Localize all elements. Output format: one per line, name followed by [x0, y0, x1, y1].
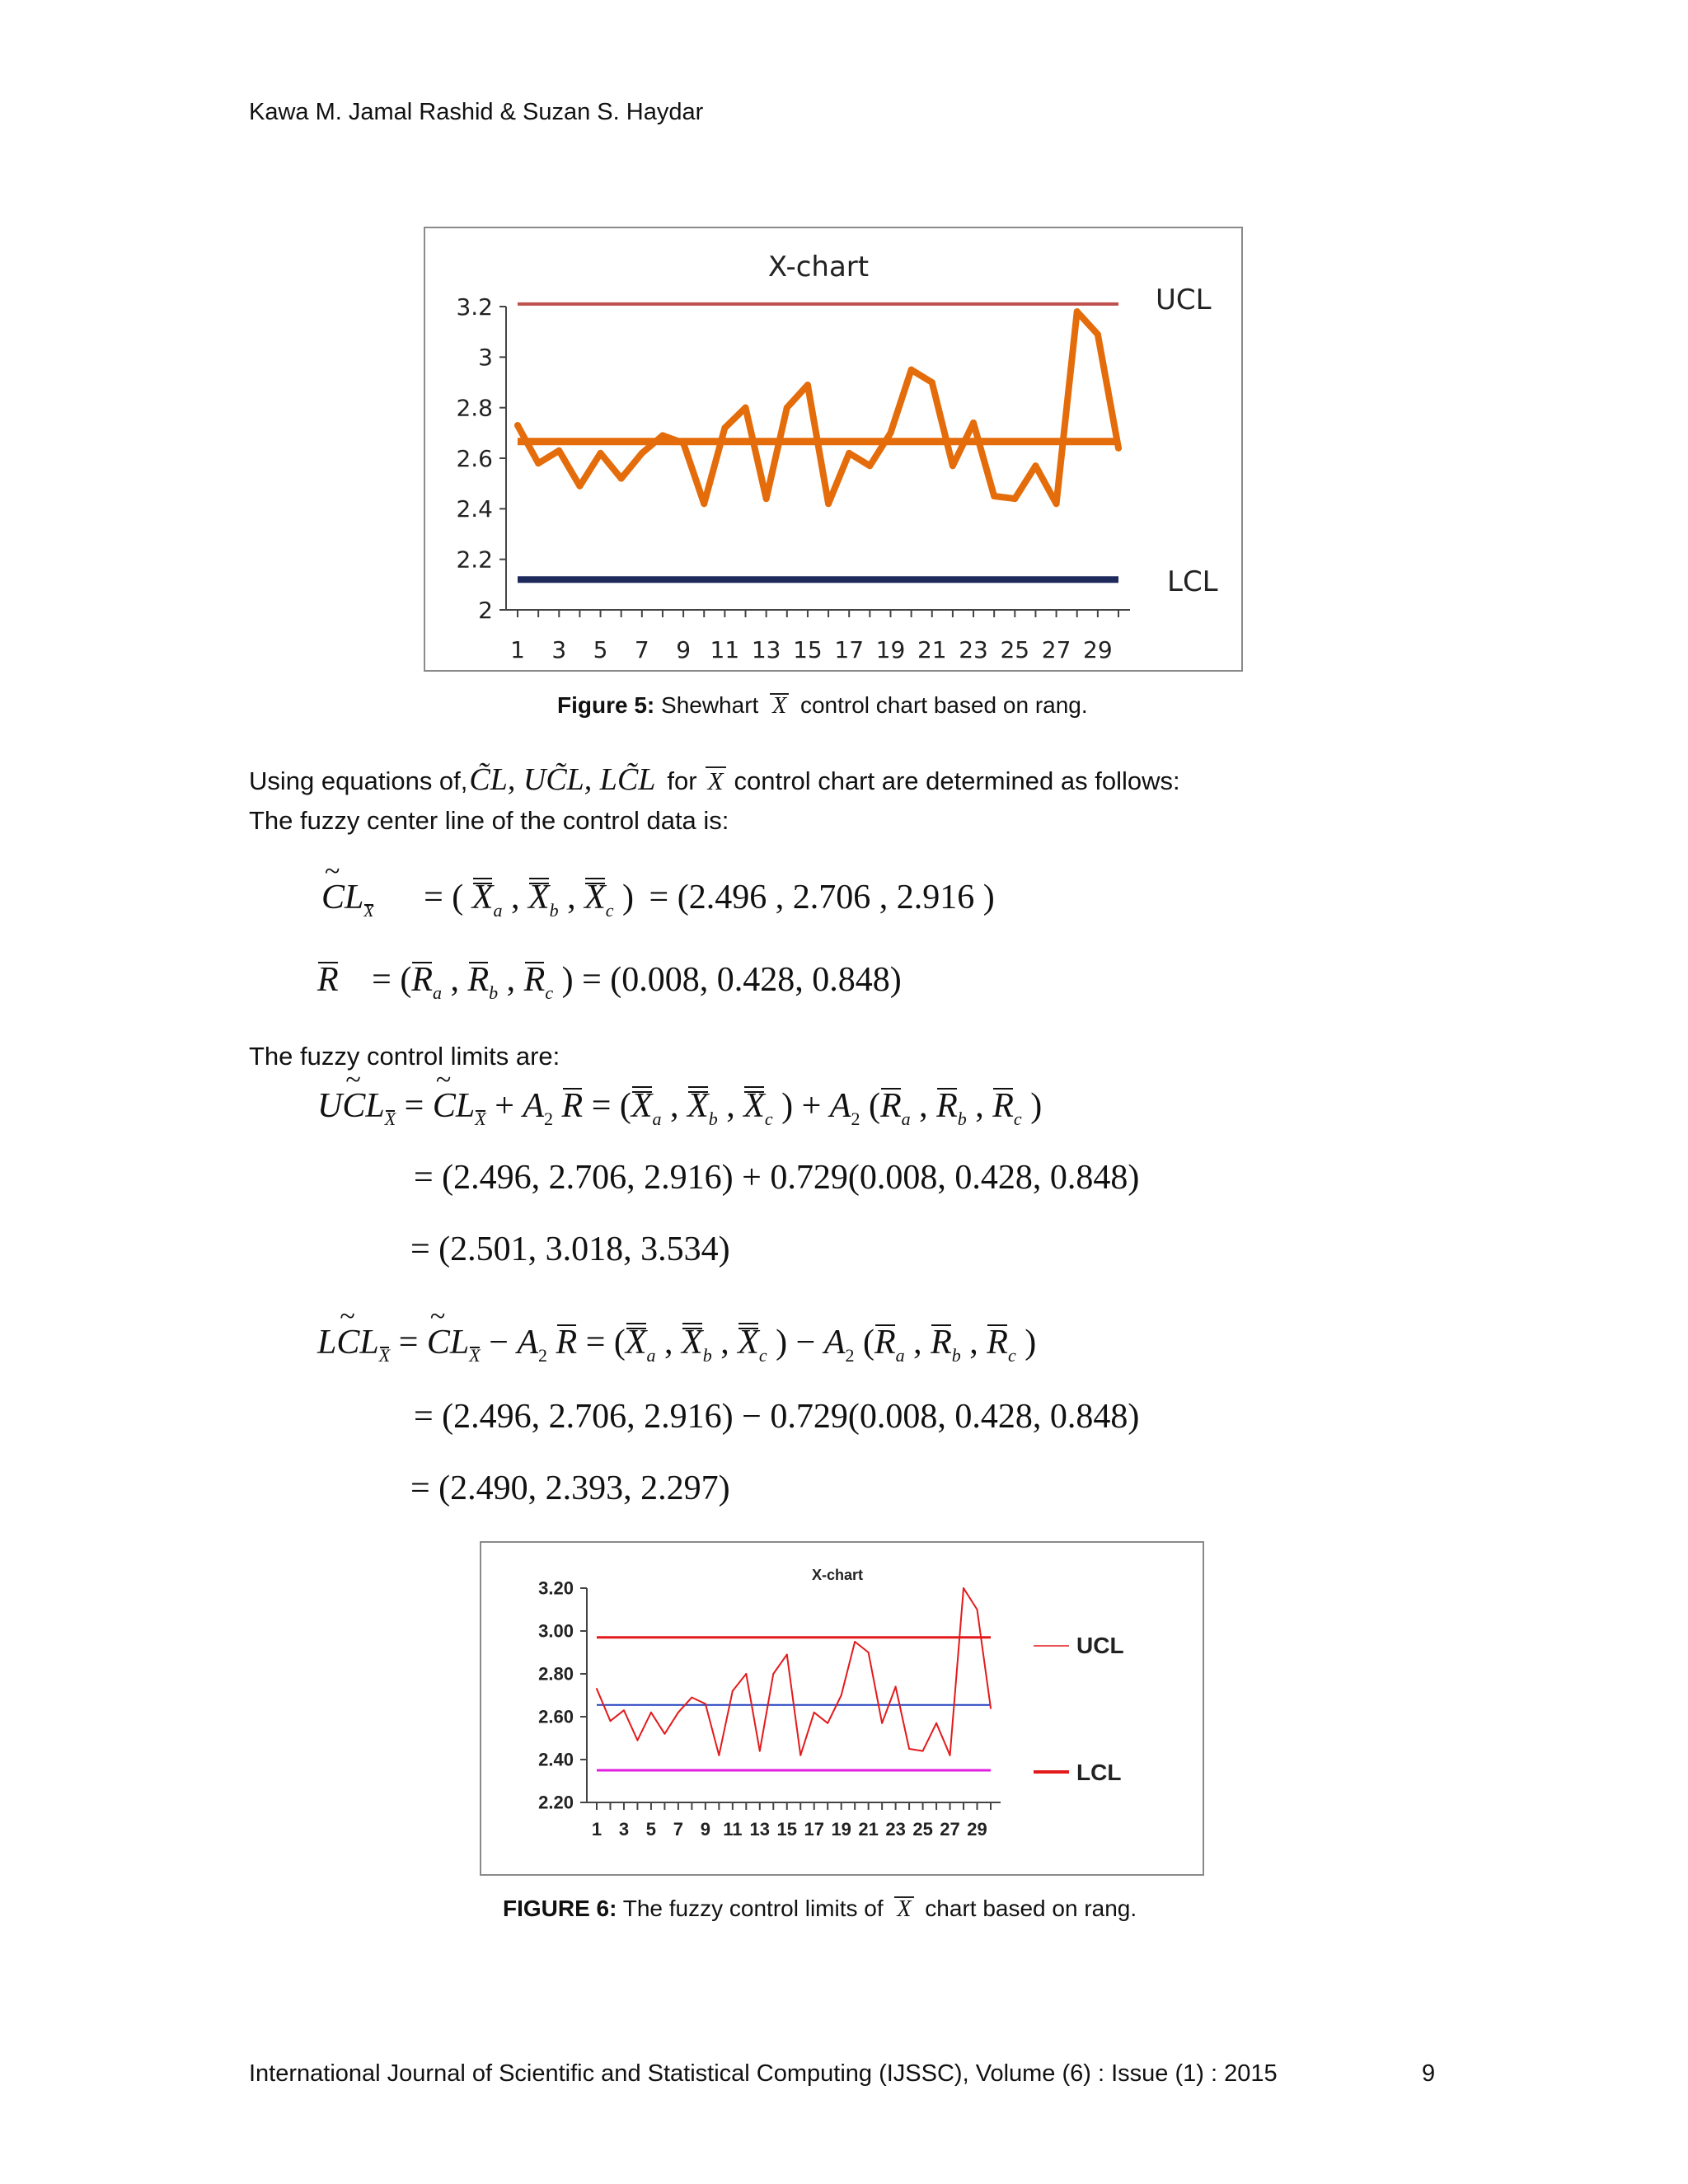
- limits-heading: The fuzzy control limits are:: [249, 1042, 560, 1071]
- data-point: [636, 1740, 638, 1741]
- legend-ucl-label: UCL: [1156, 284, 1212, 316]
- y-tick-label: 3.2: [456, 293, 493, 321]
- figure-5-chart-svg: [425, 228, 1241, 670]
- x-tick-label: 21: [917, 636, 947, 663]
- data-point: [950, 1755, 951, 1756]
- y-tick-label: 3: [478, 344, 493, 372]
- y-tick-label: 2.40: [538, 1749, 574, 1770]
- equation-cl-lhs: ~ $CL_X$: [321, 879, 374, 916]
- data-point: [663, 1733, 665, 1735]
- x-tick-label: 5: [593, 636, 608, 663]
- data-point: [1074, 308, 1081, 315]
- data-point: [990, 1708, 992, 1709]
- data-point: [576, 483, 583, 490]
- x-tick-label: 15: [776, 1819, 798, 1840]
- y-tick-label: 2.20: [538, 1792, 574, 1813]
- data-point: [678, 1712, 679, 1713]
- data-point: [743, 405, 749, 411]
- data-point: [1032, 462, 1039, 469]
- data-point: [535, 460, 542, 466]
- intro-line-1: [249, 760, 1180, 800]
- data-point: [691, 1697, 692, 1699]
- figure-6-chart-svg: [481, 1543, 1203, 1874]
- running-header: Kawa M. Jamal Rashid & Suzan S. Haydar: [249, 99, 704, 125]
- intro-line-1-mid: for: [667, 766, 697, 795]
- figure-6-caption-symbol: X: [894, 1896, 913, 1921]
- y-tick-label: 2.80: [538, 1663, 574, 1685]
- data-point: [786, 1654, 788, 1656]
- x-tick-label: 15: [793, 636, 823, 663]
- chart-title: X-chart: [767, 251, 870, 284]
- x-tick-label: 7: [673, 1819, 684, 1840]
- data-point: [732, 1690, 734, 1692]
- equation-lcl-line-3: = (2.490, 2.393, 2.297): [410, 1469, 730, 1507]
- data-point: [701, 500, 707, 507]
- x-tick-label: 29: [967, 1819, 987, 1840]
- x-tick-label: 27: [1041, 636, 1071, 663]
- data-point: [705, 1703, 706, 1704]
- data-point: [977, 1609, 978, 1610]
- x-tick-label: 9: [676, 636, 692, 663]
- data-point: [763, 495, 770, 502]
- equation-lcl-line-1: L~ $CL_X$ = ~ $CL_X - A_2$ $R = (X_a$ , $X_b$ , $X_c$ ) − $A_2$ ($R_a$ , $R_b$ , $R_c$ ): [317, 1323, 1036, 1366]
- x-tick-label: 5: [645, 1819, 657, 1840]
- x-tick-label: 25: [1000, 636, 1030, 663]
- data-point: [814, 1712, 815, 1713]
- intro-x-symbol: X: [706, 766, 726, 794]
- x-tick-label: 3: [618, 1819, 630, 1840]
- data-point: [598, 450, 604, 457]
- y-tick-label: 2: [478, 596, 493, 624]
- chart-title: X-chart: [811, 1567, 864, 1583]
- data-point: [827, 1722, 828, 1724]
- x-tick-label: 19: [831, 1819, 851, 1840]
- data-point: [991, 493, 997, 499]
- data-point: [680, 440, 687, 447]
- figure-5-chart: [424, 227, 1243, 672]
- x-tick-label: 23: [959, 636, 988, 663]
- equation-ucl-line-2: = (2.496, 2.706, 2.916) + 0.729(0.008, 0.428, 0.848): [414, 1159, 1140, 1197]
- data-point: [841, 1694, 842, 1696]
- footer-journal: International Journal of Scientific and Statistical Computing (IJSSC), Volume (6) : Issue (1) : 2015: [249, 2060, 1278, 2087]
- series-line: [518, 312, 1118, 504]
- x-tick-label: 19: [875, 636, 906, 663]
- legend-lcl-label: LCL: [1167, 565, 1218, 598]
- y-tick-label: 2.2: [456, 546, 493, 574]
- data-point: [721, 424, 728, 431]
- data-point: [895, 1686, 897, 1688]
- x-tick-label: 9: [700, 1819, 710, 1840]
- y-tick-label: 2.60: [538, 1706, 574, 1727]
- y-tick-label: 2.8: [456, 394, 493, 422]
- y-tick-label: 3.20: [538, 1577, 574, 1599]
- x-tick-label: 13: [749, 1819, 771, 1840]
- x-tick-label: 23: [885, 1819, 906, 1840]
- data-point: [1115, 445, 1122, 452]
- y-tick-label: 3.00: [538, 1620, 574, 1642]
- x-tick-label: 27: [940, 1819, 960, 1840]
- data-point: [825, 500, 832, 507]
- data-point: [745, 1673, 747, 1675]
- intro-cl-symbols: C̃L, UC̃L, LC̃L: [469, 762, 656, 797]
- figure-5-caption-symbol: X: [770, 693, 789, 718]
- figure-5-caption-label: Figure 5:: [557, 692, 655, 718]
- data-point: [804, 382, 811, 388]
- x-tick-label: 7: [634, 636, 649, 663]
- x-tick-label: 13: [751, 636, 781, 663]
- intro-line-1-after: control chart are determined as follows:: [734, 766, 1180, 795]
- data-point: [618, 476, 625, 482]
- y-tick-label: 2.4: [456, 495, 493, 523]
- x-tick-label: 17: [804, 1819, 824, 1840]
- data-point: [970, 419, 977, 426]
- figure-6-caption-text-after: chart based on rang.: [925, 1896, 1137, 1921]
- footer-page-number: 9: [1422, 2060, 1436, 2087]
- data-point: [772, 1673, 774, 1675]
- data-point: [609, 1720, 611, 1722]
- figure-5-caption: [557, 692, 1088, 719]
- legend-lcl-label: LCL: [1076, 1760, 1122, 1785]
- data-point: [759, 1750, 761, 1752]
- x-tick-label: 21: [858, 1819, 879, 1840]
- data-point: [922, 1750, 924, 1752]
- figure-6-caption-label: FIGURE 6:: [503, 1896, 617, 1921]
- x-tick-label: 25: [912, 1819, 933, 1840]
- data-point: [846, 450, 852, 457]
- equation-ucl-line-3: = (2.501, 3.018, 3.534): [410, 1230, 730, 1268]
- x-tick-label: 3: [551, 636, 567, 663]
- data-point: [881, 1722, 883, 1724]
- equation-r-values: = (0.008, 0.428, 0.848): [582, 961, 902, 999]
- x-tick-label: 1: [510, 636, 525, 663]
- data-point: [887, 429, 893, 436]
- x-tick-label: 11: [723, 1819, 743, 1840]
- data-point: [1095, 331, 1101, 338]
- data-point: [854, 1641, 856, 1643]
- data-point: [718, 1755, 720, 1756]
- intro-line-1-before: Using equations of,: [249, 766, 468, 795]
- intro-line-2: The fuzzy center line of the control data is:: [249, 806, 729, 835]
- data-point: [868, 1652, 870, 1653]
- data-point: [963, 1587, 964, 1589]
- equation-cl-middle: = ( $X_a$ , $X_b$ , $X_c$ ): [424, 879, 635, 921]
- x-tick-label: 17: [834, 636, 865, 663]
- equation-center-line: [321, 878, 995, 921]
- data-point: [799, 1755, 801, 1756]
- equation-cl-values: = (2.496 , 2.706 , 2.916 ): [649, 879, 995, 916]
- figure-5-caption-text-after: control chart based on rang.: [799, 692, 1088, 718]
- data-point: [1011, 495, 1018, 502]
- equation-r-lhs: R: [317, 961, 339, 999]
- series-line: [597, 1588, 991, 1755]
- data-point: [950, 462, 956, 469]
- data-point: [556, 448, 562, 454]
- y-tick-label: 2.6: [456, 444, 493, 472]
- legend-ucl-label: UCL: [1076, 1633, 1124, 1658]
- data-point: [935, 1722, 937, 1724]
- data-point: [1053, 500, 1060, 507]
- data-point: [929, 379, 935, 386]
- data-point: [639, 450, 645, 457]
- data-point: [908, 1748, 910, 1750]
- data-point: [623, 1709, 625, 1711]
- equation-range: [317, 960, 902, 1004]
- data-point: [596, 1688, 598, 1690]
- data-point: [784, 405, 790, 411]
- x-tick-label: 11: [710, 636, 740, 663]
- data-point: [866, 462, 873, 469]
- equation-r-middle: = ($R_a$ , $R_b$ , $R_c$ ): [372, 961, 574, 1003]
- figure-6-caption: [503, 1896, 1137, 1922]
- equation-ucl-line-1: U~ $CL_X$ = ~ $CL_X + A_2$ $R = (X_a$ , $X_b$ , $X_c$ ) + $A_2$ ($R_a$ , $R_b$ , $R_c$ ): [317, 1086, 1042, 1130]
- x-tick-label: 1: [591, 1819, 603, 1840]
- figure-6-chart: [480, 1541, 1204, 1876]
- x-tick-label: 29: [1083, 636, 1113, 663]
- data-point: [514, 422, 521, 429]
- figure-5-caption-text-before: Shewhart: [661, 692, 759, 718]
- equation-lcl-line-2: = (2.496, 2.706, 2.916) − 0.729(0.008, 0.428, 0.848): [414, 1398, 1140, 1436]
- figure-6-caption-text-before: The fuzzy control limits of: [622, 1896, 884, 1921]
- data-point: [908, 367, 915, 373]
- data-point: [650, 1712, 652, 1713]
- data-point: [659, 432, 666, 438]
